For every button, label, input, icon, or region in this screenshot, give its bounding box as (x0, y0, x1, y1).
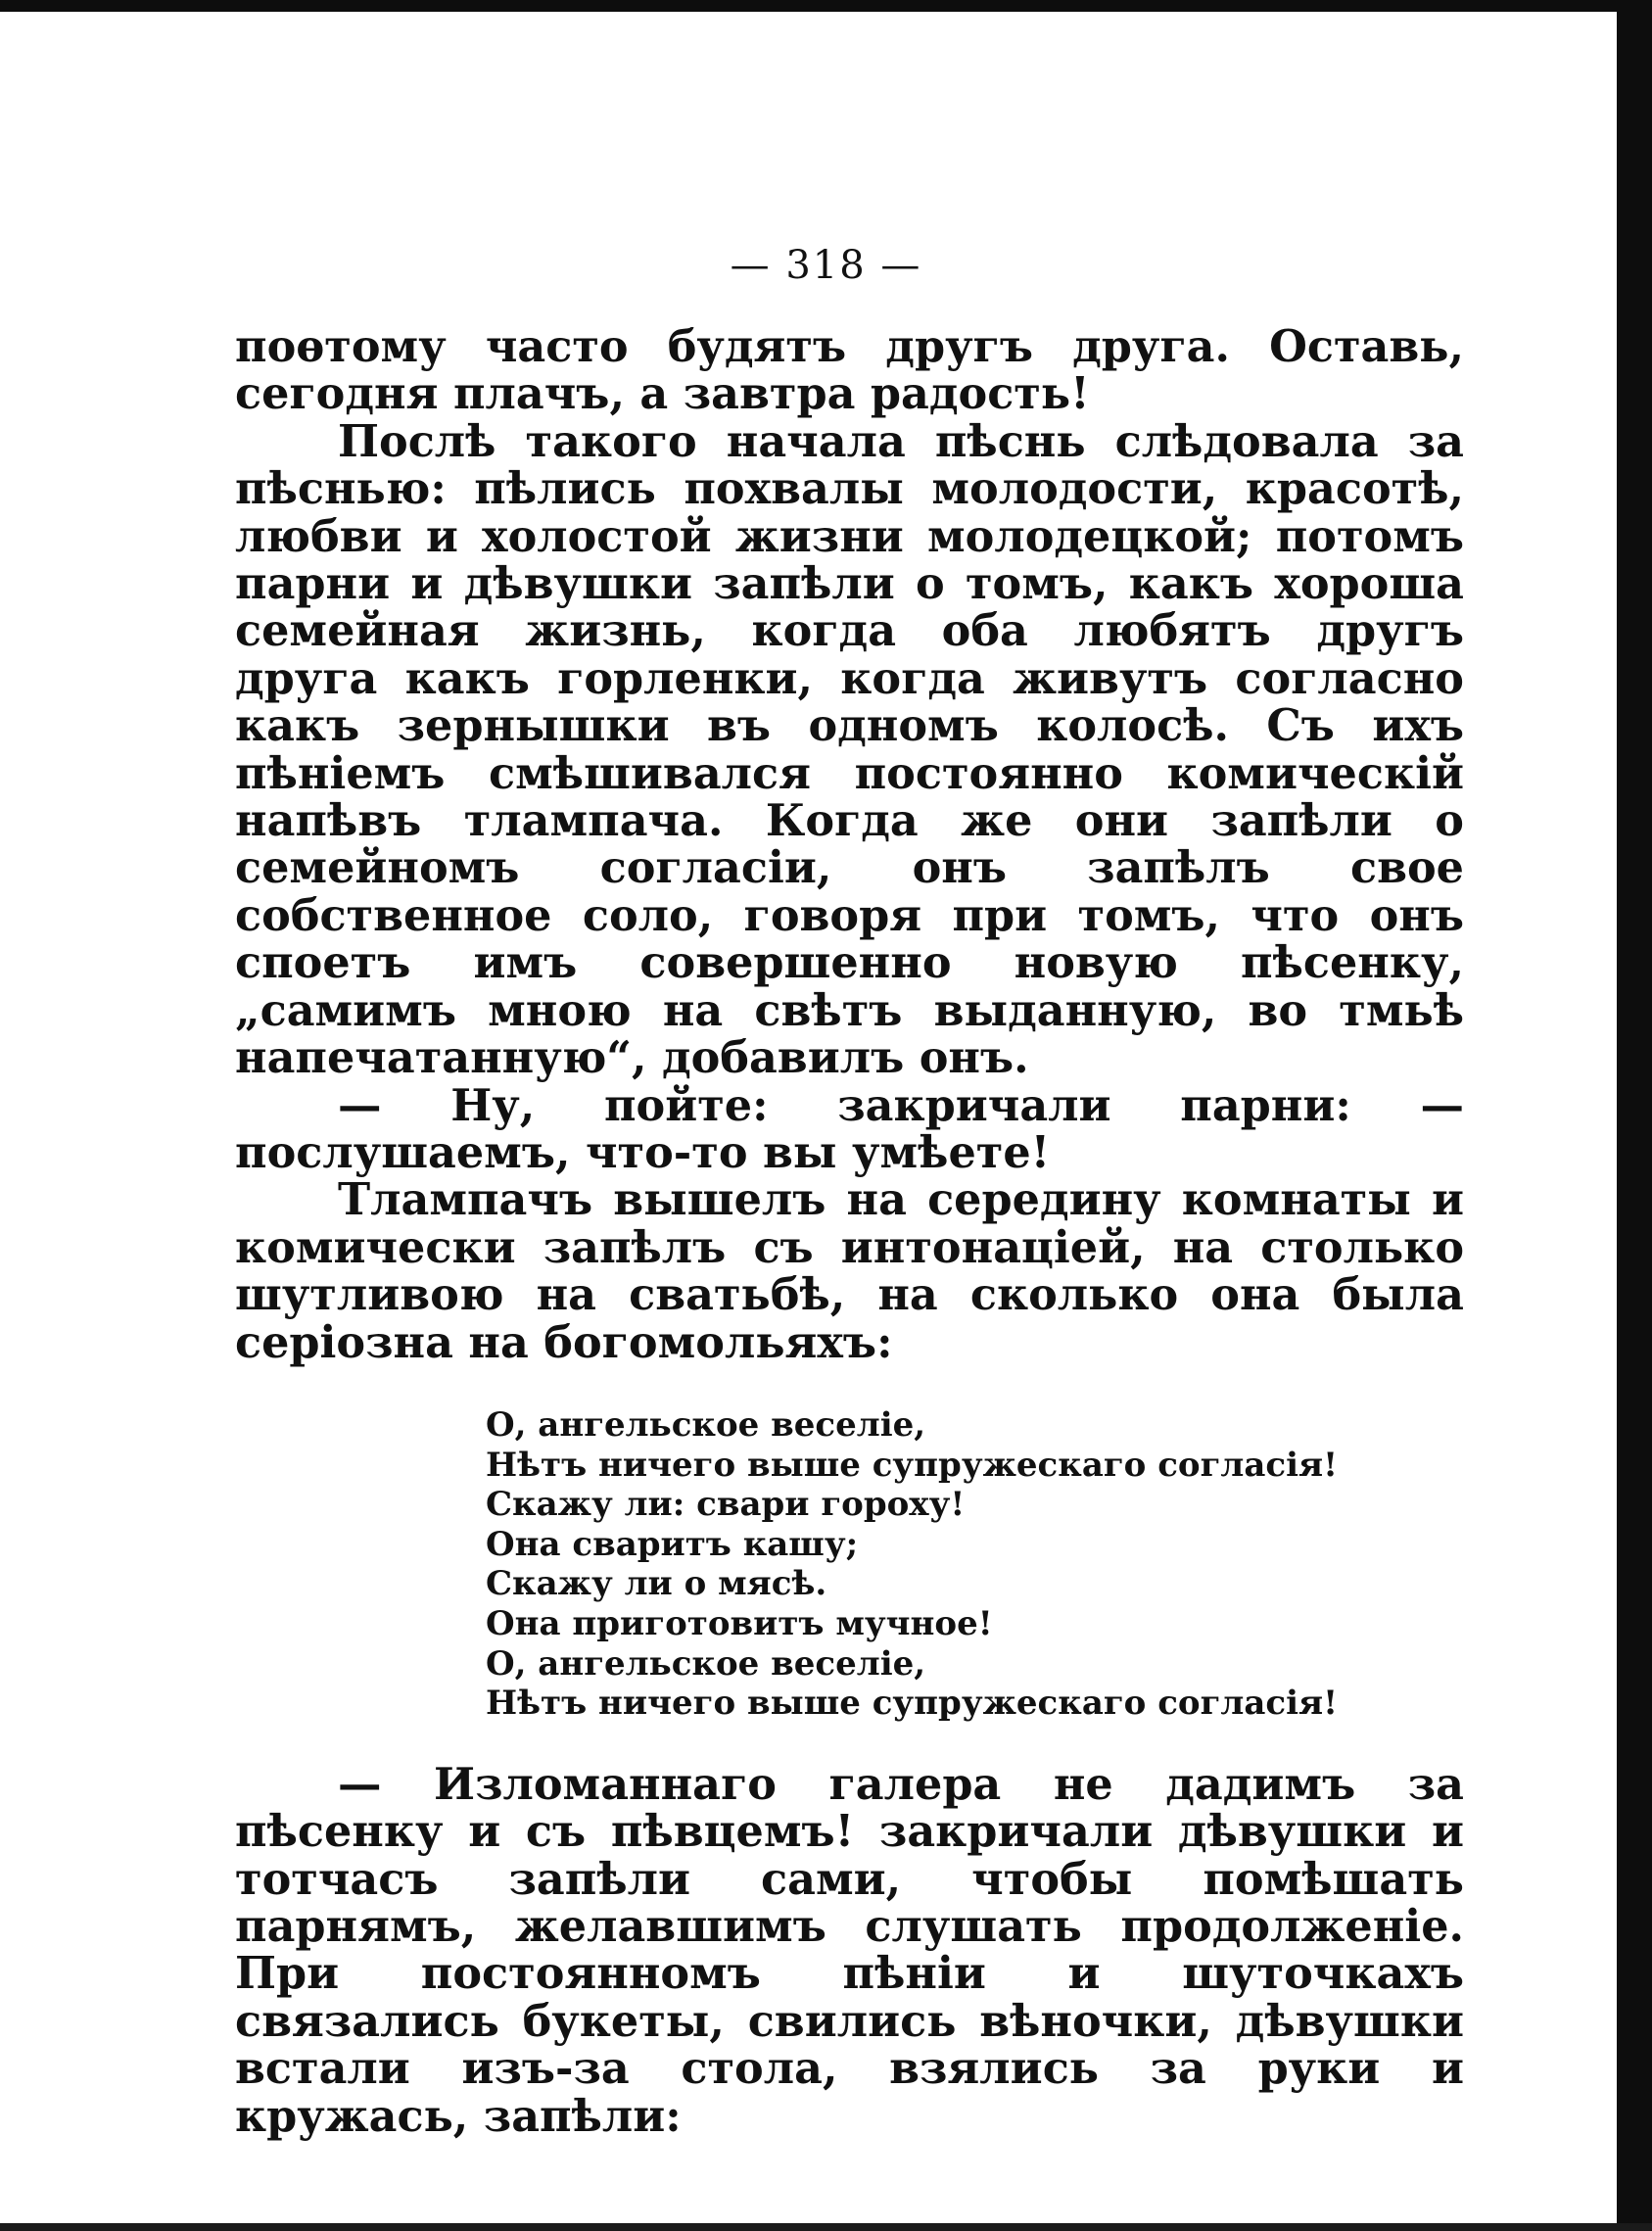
paragraph-tlampach: Тлампачъ вышелъ на середину комнаты и комически запѣлъ съ интонаціей, на столько шутливою на сватьбѣ, на сколько она была серіозна на богомольяхъ: (235, 1174, 1464, 1368)
poem-line: О, ангельское веселіе, (486, 1404, 926, 1445)
poem-line: Нѣтъ ничего выше супружескаго согласія! (486, 1445, 1339, 1485)
page-number: — 318 — (730, 243, 922, 288)
poem (486, 1405, 1464, 1724)
paragraph-girls: — Изломаннаго галера не дадимъ за пѣсенку и съ пѣвцемъ! закричали дѣвушки и тотчасъ запѣли сами, чтобы помѣшать парнямъ, желавшимъ слушать продолженіе. При постоянномъ пѣніи и шуточкахъ связались букеты, свились вѣночки, дѣвушки встали изъ-за стола, взялись за руки и кружась, запѣли: (235, 1758, 1464, 2142)
scan-border-bottom (0, 2223, 1652, 2231)
poem-line: Нѣтъ ничего выше супружескаго согласія! (486, 1684, 1339, 1724)
scan-border-right (1617, 0, 1652, 2231)
scan-border-top (0, 0, 1652, 12)
poem-line: О, ангельское веселіе, (486, 1643, 926, 1684)
poem-line: Скажу ли о мясѣ. (486, 1564, 827, 1604)
poem-line: Она приготовитъ мучное! (486, 1603, 993, 1643)
paragraph-continuation: поѳтому часто будятъ другъ друга. Оставь, сегодня плачъ, а завтра радость! (235, 321, 1464, 420)
paragraph-dialogue: — Ну, пойте: закричали парни: — послушаемъ, что-то вы умѣете! (235, 1079, 1464, 1178)
body-text (235, 323, 1464, 2140)
paragraph-songs: Послѣ такого начала пѣснь слѣдовала за пѣснью: пѣлись похвалы молодости, красотѣ, любви и холостой жизни молодецкой; потомъ парни и дѣвушки запѣли о томъ, какъ хороша семейная жизнь, когда оба любятъ другъ друга какъ горленки, когда живутъ согласно какъ зернышки въ одномъ колосѣ. Съ ихъ пѣніемъ смѣшивался постоянно комическій напѣвъ тлампача. Когда же они запѣли о семейномъ согласіи, онъ запѣлъ свое собственное соло, говоря при томъ, что онъ споетъ имъ совершенно новую пѣсенку, „самимъ мною на свѣтъ выданную, во тмьѣ напечатанную“, добавилъ онъ. (235, 415, 1464, 1084)
poem-line: Она сваритъ кашу; (486, 1524, 859, 1564)
poem-line: Скажу ли: свари гороху! (486, 1485, 966, 1525)
